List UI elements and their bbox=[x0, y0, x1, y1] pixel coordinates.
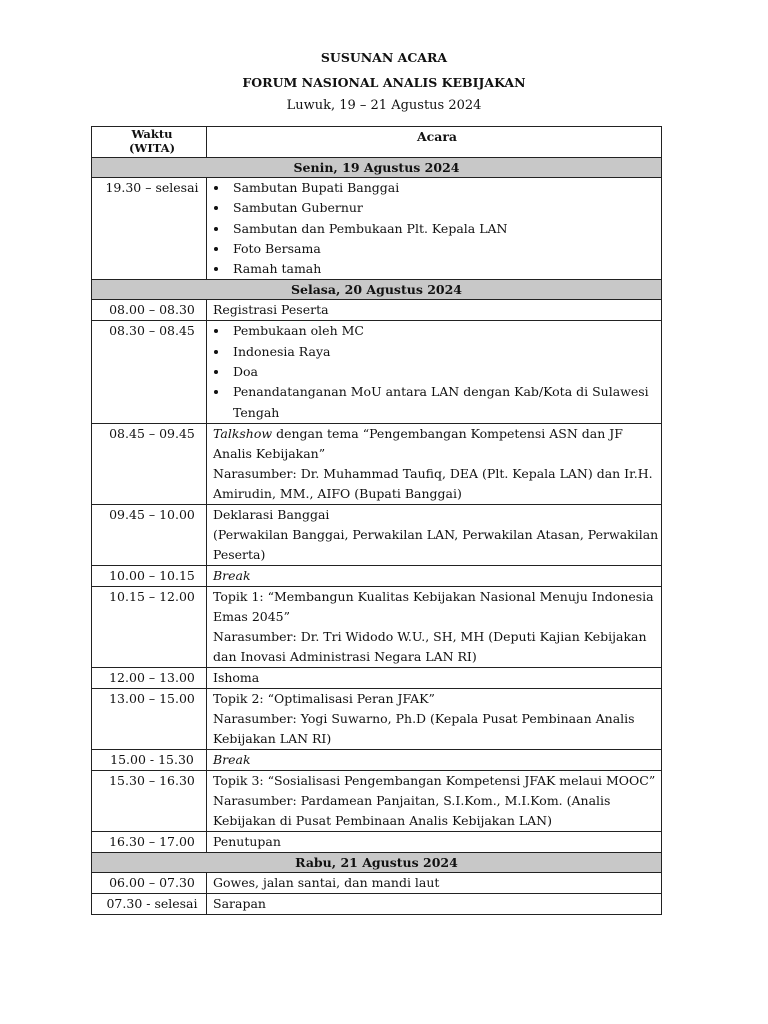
table-row bbox=[92, 586, 662, 667]
activity-cell bbox=[207, 321, 662, 423]
column-header-waktu-line2: (WITA) bbox=[128, 141, 176, 155]
table-row bbox=[92, 300, 662, 321]
table-row bbox=[92, 321, 662, 423]
activity-detail: Narasumber: Yogi Suwarno, Ph.D (Kepala Pusat Pembinaan Analis Kebijakan LAN RI) bbox=[213, 710, 635, 746]
table-row bbox=[92, 667, 662, 688]
day-header-row bbox=[92, 280, 662, 300]
activity-cell: Ishoma bbox=[207, 667, 662, 688]
bullet-icon bbox=[214, 247, 218, 251]
activity-cell bbox=[207, 688, 662, 749]
activity-cell bbox=[207, 749, 662, 770]
bullet-icon bbox=[214, 227, 218, 231]
column-header-waktu bbox=[92, 127, 207, 158]
activity-title: Topik 3: “Sosialisasi Pengembangan Kompetensi JFAK melaui MOOC” bbox=[213, 772, 656, 788]
activity-title: Deklarasi Banggai bbox=[213, 506, 330, 522]
list-item-text: Pembukaan oleh MC bbox=[233, 323, 364, 339]
table-row bbox=[92, 831, 662, 852]
activity-title: Topik 2: “Optimalisasi Peran JFAK” bbox=[213, 690, 435, 706]
time-cell: 09.45 – 10.00 bbox=[92, 504, 207, 565]
break-text: Break bbox=[213, 567, 251, 583]
list-item bbox=[213, 382, 661, 423]
activity-detail: (Perwakilan Banggai, Perwakilan LAN, Perwakilan Atasan, Perwakilan Peserta) bbox=[213, 526, 659, 562]
day-header-row bbox=[92, 852, 662, 872]
list-item bbox=[213, 198, 661, 218]
bullet-list bbox=[213, 178, 661, 279]
list-item bbox=[213, 362, 661, 382]
speaker-text: Narasumber: Dr. Muhammad Taufiq, DEA (Plt. Kepala LAN) dan Ir.H. Amirudin, MM., AIFO (Bupati Banggai) bbox=[213, 465, 653, 501]
activity-cell bbox=[207, 586, 662, 667]
list-item bbox=[213, 239, 661, 259]
bullet-icon bbox=[214, 390, 218, 394]
table-row bbox=[92, 688, 662, 749]
document-title: SUSUNAN ACARA bbox=[320, 50, 448, 65]
activity-cell bbox=[207, 770, 662, 831]
activity-detail: Narasumber: Dr. Tri Widodo W.U., SH, MH (Deputi Kajian Kebijakan dan Inovasi Administrasi Negara LAN RI) bbox=[213, 628, 647, 664]
time-cell: 16.30 – 17.00 bbox=[92, 831, 207, 852]
time-cell: 15.30 – 16.30 bbox=[92, 770, 207, 831]
time-cell: 08.30 – 08.45 bbox=[92, 321, 207, 423]
day-header-row bbox=[92, 158, 662, 178]
break-text: Break bbox=[213, 751, 251, 767]
activity-cell: Penutupan bbox=[207, 831, 662, 852]
bullet-icon bbox=[214, 206, 218, 210]
activity-cell bbox=[207, 423, 662, 504]
bullet-icon bbox=[214, 370, 218, 374]
schedule-table bbox=[91, 126, 662, 915]
list-item bbox=[213, 342, 661, 362]
list-item bbox=[213, 259, 661, 279]
bullet-icon bbox=[214, 267, 218, 271]
bullet-icon bbox=[214, 350, 218, 354]
activity-cell: Registrasi Peserta bbox=[207, 300, 662, 321]
event-location-date: Luwuk, 19 – 21 Agustus 2024 bbox=[286, 98, 482, 113]
table-row bbox=[92, 872, 662, 893]
activity-detail: Narasumber: Pardamean Panjaitan, S.I.Kom., M.I.Kom. (Analis Kebijakan di Pusat Pembinaan Analis Kebijakan LAN) bbox=[213, 792, 611, 828]
day-title: Selasa, 20 Agustus 2024 bbox=[92, 280, 662, 300]
event-name: FORUM NASIONAL ANALIS KEBIJAKAN bbox=[242, 75, 526, 90]
activity-cell bbox=[207, 565, 662, 586]
table-row bbox=[92, 423, 662, 504]
time-cell: 08.45 – 09.45 bbox=[92, 423, 207, 504]
activity-cell: Gowes, jalan santai, dan mandi laut bbox=[207, 872, 662, 893]
talkshow-text: dengan tema “Pengembangan Kompetensi ASN dan JF Analis Kebijakan” bbox=[213, 425, 623, 461]
list-item bbox=[213, 219, 661, 239]
list-item-text: Foto Bersama bbox=[233, 240, 321, 256]
activity-cell: Sarapan bbox=[207, 893, 662, 914]
list-item-text: Sambutan Gubernur bbox=[233, 200, 363, 216]
time-cell: 13.00 – 15.00 bbox=[92, 688, 207, 749]
table-row bbox=[92, 749, 662, 770]
activity-title: Topik 1: “Membangun Kualitas Kebijakan Nasional Menuju Indonesia Emas 2045” bbox=[213, 588, 654, 624]
talkshow-label: Talkshow bbox=[213, 425, 273, 441]
table-row bbox=[92, 504, 662, 565]
list-item-text: Sambutan dan Pembukaan Plt. Kepala LAN bbox=[233, 220, 508, 236]
column-header-acara: Acara bbox=[207, 127, 662, 158]
bullet-list bbox=[213, 321, 661, 422]
table-row bbox=[92, 565, 662, 586]
activity-cell bbox=[207, 178, 662, 280]
time-cell: 10.00 – 10.15 bbox=[92, 565, 207, 586]
talkshow-topic bbox=[213, 424, 661, 464]
table-row bbox=[92, 178, 662, 280]
table-row bbox=[92, 893, 662, 914]
bullet-icon bbox=[214, 329, 218, 333]
table-row bbox=[92, 770, 662, 831]
activity-cell bbox=[207, 504, 662, 565]
table-header-row bbox=[92, 127, 662, 158]
time-cell: 07.30 - selesai bbox=[92, 893, 207, 914]
list-item-text: Doa bbox=[233, 364, 258, 380]
time-cell: 06.00 – 07.30 bbox=[92, 872, 207, 893]
day-title: Rabu, 21 Agustus 2024 bbox=[92, 852, 662, 872]
bullet-icon bbox=[214, 186, 218, 190]
time-cell: 12.00 – 13.00 bbox=[92, 667, 207, 688]
day-title: Senin, 19 Agustus 2024 bbox=[92, 158, 662, 178]
time-cell: 19.30 – selesai bbox=[92, 178, 207, 280]
time-cell: 15.00 - 15.30 bbox=[92, 749, 207, 770]
list-item-text: Indonesia Raya bbox=[233, 343, 331, 359]
time-cell: 10.15 – 12.00 bbox=[92, 586, 207, 667]
list-item-text: Sambutan Bupati Banggai bbox=[233, 180, 400, 195]
time-cell: 08.00 – 08.30 bbox=[92, 300, 207, 321]
list-item-text: Penandatanganan MoU antara LAN dengan Kab/Kota di Sulawesi Tengah bbox=[233, 384, 649, 420]
column-header-waktu-line1: Waktu bbox=[131, 127, 173, 141]
list-item-text: Ramah tamah bbox=[233, 261, 322, 277]
list-item bbox=[213, 321, 661, 341]
list-item bbox=[213, 178, 661, 198]
